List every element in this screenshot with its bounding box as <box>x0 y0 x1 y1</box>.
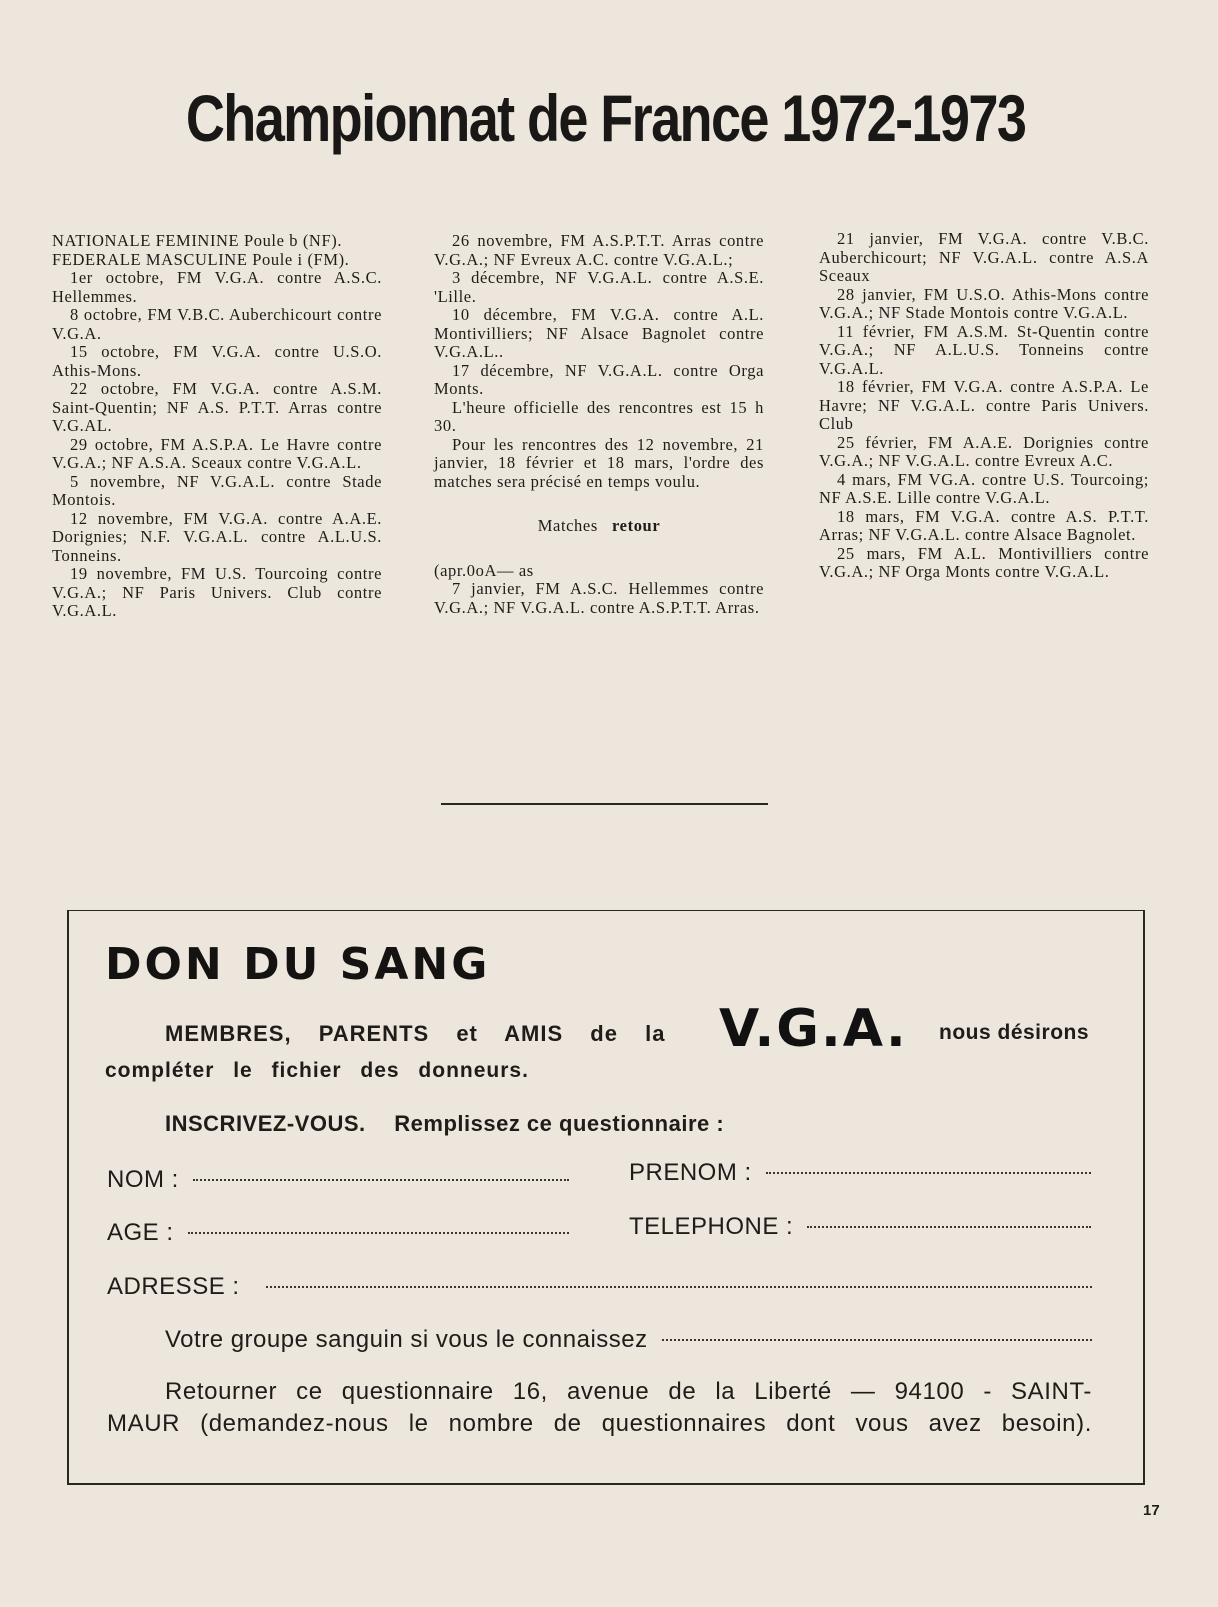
members-word: PARENTS <box>318 1021 430 1046</box>
inscrivez-line <box>165 1111 724 1137</box>
groupe-sanguin-label: Votre groupe sanguin si vous le connaissez <box>165 1326 648 1353</box>
schedule-paragraph: 15 octobre, FM V.G.A. contre U.S.O. Athis-Mons. <box>52 342 382 380</box>
schedule-paragraph: 11 février, FM A.S.M. St-Quentin contre V.G.A.; NF A.L.U.S. Tonneins contre V.G.A.L. <box>819 321 1149 378</box>
schedule-paragraph: 22 octobre, FM V.G.A. contre A.S.M. Saint-Quentin; NF A.S. P.T.T. Arras contre V.G.AL. <box>52 379 382 435</box>
age-field[interactable] <box>107 1219 569 1247</box>
schedule-paragraph: L'heure officielle des rencontres est 15 h 30. <box>434 397 764 435</box>
return-instructions-line-1: Retourner ce questionnaire 16, avenue de la Liberté — 94100 - SAINT- <box>165 1378 1092 1405</box>
schedule-paragraph: FEDERALE MASCULINE Poule i (FM). <box>52 249 350 269</box>
age-input-line[interactable] <box>188 1232 569 1234</box>
return-instructions-line-2: MAUR (demandez-nous le nombre de questionnaires dont vous avez besoin). <box>107 1410 1092 1437</box>
schedule-paragraph: 5 novembre, NF V.G.A.L. contre Stade Montois. <box>52 471 382 509</box>
adresse-label: ADRESSE : <box>107 1273 240 1300</box>
don-du-sang-title: DON DU SANG <box>105 939 491 990</box>
schedule-paragraph: 8 octobre, FM V.B.C. Auberchicourt contre V.G.A. <box>52 305 382 343</box>
return-instructions <box>107 1376 1092 1440</box>
schedule-paragraph: 10 décembre, FM V.G.A. contre A.L. Montivilliers; NF Alsace Bagnolet contre V.G.A.L.. <box>434 305 764 361</box>
schedule-paragraph: 4 mars, FM VG.A. contre U.S. Tourcoing; NF A.S.E. Lille contre V.G.A.L. <box>819 469 1149 507</box>
desirons-text: nous désirons <box>939 1021 1090 1044</box>
schedule-paragraph: 18 mars, FM V.G.A. contre A.S. P.T.T. Arras; NF V.G.A.L. contre Alsace Bagnolet. <box>819 506 1149 544</box>
vga-logo-text: V.G.A. <box>719 999 908 1059</box>
schedule-paragraph: 7 janvier, FM A.S.C. Hellemmes contre V.G.A.; NF V.G.A.L. contre A.S.P.T.T. Arras. <box>434 579 764 617</box>
schedule-paragraph: 17 décembre, NF V.G.A.L. contre Orga Monts. <box>434 360 764 398</box>
schedule-paragraph: (apr.0oA— as <box>434 560 534 580</box>
prenom-label: PRENOM : <box>629 1159 752 1186</box>
column-2 <box>434 232 764 617</box>
completer-text: compléter le fichier des donneurs. <box>105 1059 529 1082</box>
schedule-paragraph: 25 février, FM A.A.E. Dorignies contre V.G.A.; NF V.G.A.L. contre Evreux A.C. <box>819 432 1149 470</box>
telephone-label: TELEPHONE : <box>629 1213 794 1240</box>
telephone-input-line[interactable] <box>807 1226 1091 1228</box>
remplissez-text: Remplissez ce questionnaire : <box>394 1111 725 1136</box>
schedule-paragraph: 29 octobre, FM A.S.P.A. Le Havre contre V.G.A.; NF A.S.A. Sceaux contre V.G.A.L. <box>52 434 382 472</box>
schedule-paragraph: Pour les rencontres des 12 novembre, 21 janvier, 18 février et 18 mars, l'ordre des matches sera précisé en temps voulu. <box>434 434 764 491</box>
page-title: Championnat de France 1972-1973 <box>185 81 1026 155</box>
column-2-part-a <box>434 232 764 491</box>
schedule-paragraph: 12 novembre, FM V.G.A. contre A.A.E. Dorignies; N.F. V.G.A.L. contre A.L.U.S. Tonneins. <box>52 508 382 565</box>
nom-label: NOM : <box>107 1166 179 1193</box>
members-word: et <box>456 1021 478 1046</box>
schedule-paragraph: 21 janvier, FM V.G.A. contre V.B.C. Auberchicourt; NF V.G.A.L. contre A.S.A Sceaux <box>819 229 1149 285</box>
members-line <box>165 1021 685 1047</box>
schedule-paragraph: 18 février, FM V.G.A. contre A.S.P.A. Le Havre; NF V.G.A.L. contre Paris Univers. Club <box>819 377 1149 433</box>
nom-input-line[interactable] <box>193 1179 569 1181</box>
schedule-paragraph: 28 janvier, FM U.S.O. Athis-Mons contre V.G.A.; NF Stade Montois contre V.G.A.L. <box>819 284 1149 322</box>
adresse-input-line[interactable] <box>266 1286 1092 1288</box>
members-word: la <box>645 1021 666 1046</box>
don-du-sang-form <box>67 910 1145 1485</box>
column-1 <box>52 232 382 621</box>
prenom-field[interactable] <box>629 1159 1091 1187</box>
groupe-sanguin-field[interactable] <box>165 1326 1092 1354</box>
prenom-input-line[interactable] <box>766 1172 1091 1174</box>
column-2-part-b <box>434 562 764 618</box>
matches-retour-heading <box>434 517 764 536</box>
members-word: de <box>590 1021 618 1046</box>
schedule-paragraph: 19 novembre, FM U.S. Tourcoing contre V.G.A.; NF Paris Univers. Club contre V.G.A.L. <box>52 564 382 620</box>
page-number: 17 <box>1143 1502 1160 1519</box>
inscrivez-text: INSCRIVEZ-VOUS. <box>165 1111 366 1136</box>
schedule-paragraph: 1er octobre, FM V.G.A. contre A.S.C. Hellemmes. <box>52 268 382 306</box>
schedule-paragraph: 25 mars, FM A.L. Montivilliers contre V.G.A.; NF Orga Monts contre V.G.A.L. <box>819 543 1149 581</box>
members-word: MEMBRES, <box>165 1021 292 1046</box>
schedule-paragraph: NATIONALE FEMININE Poule b (NF). <box>52 231 343 250</box>
members-word: AMIS <box>504 1021 564 1046</box>
age-label: AGE : <box>107 1219 174 1246</box>
retour-word: retour <box>612 516 661 535</box>
section-divider <box>441 803 768 805</box>
schedule-paragraph: 26 novembre, FM A.S.P.T.T. Arras contre V.G.A.; NF Evreux A.C. contre V.G.A.L.; <box>434 231 764 269</box>
nom-field[interactable] <box>107 1166 569 1194</box>
column-3 <box>819 230 1149 582</box>
matches-word: Matches <box>537 516 598 535</box>
schedule-paragraph: 3 décembre, NF V.G.A.L. contre A.S.E. 'Lille. <box>434 268 764 306</box>
groupe-sanguin-input-line[interactable] <box>662 1339 1092 1341</box>
adresse-field[interactable] <box>107 1273 1092 1301</box>
telephone-field[interactable] <box>629 1213 1091 1241</box>
